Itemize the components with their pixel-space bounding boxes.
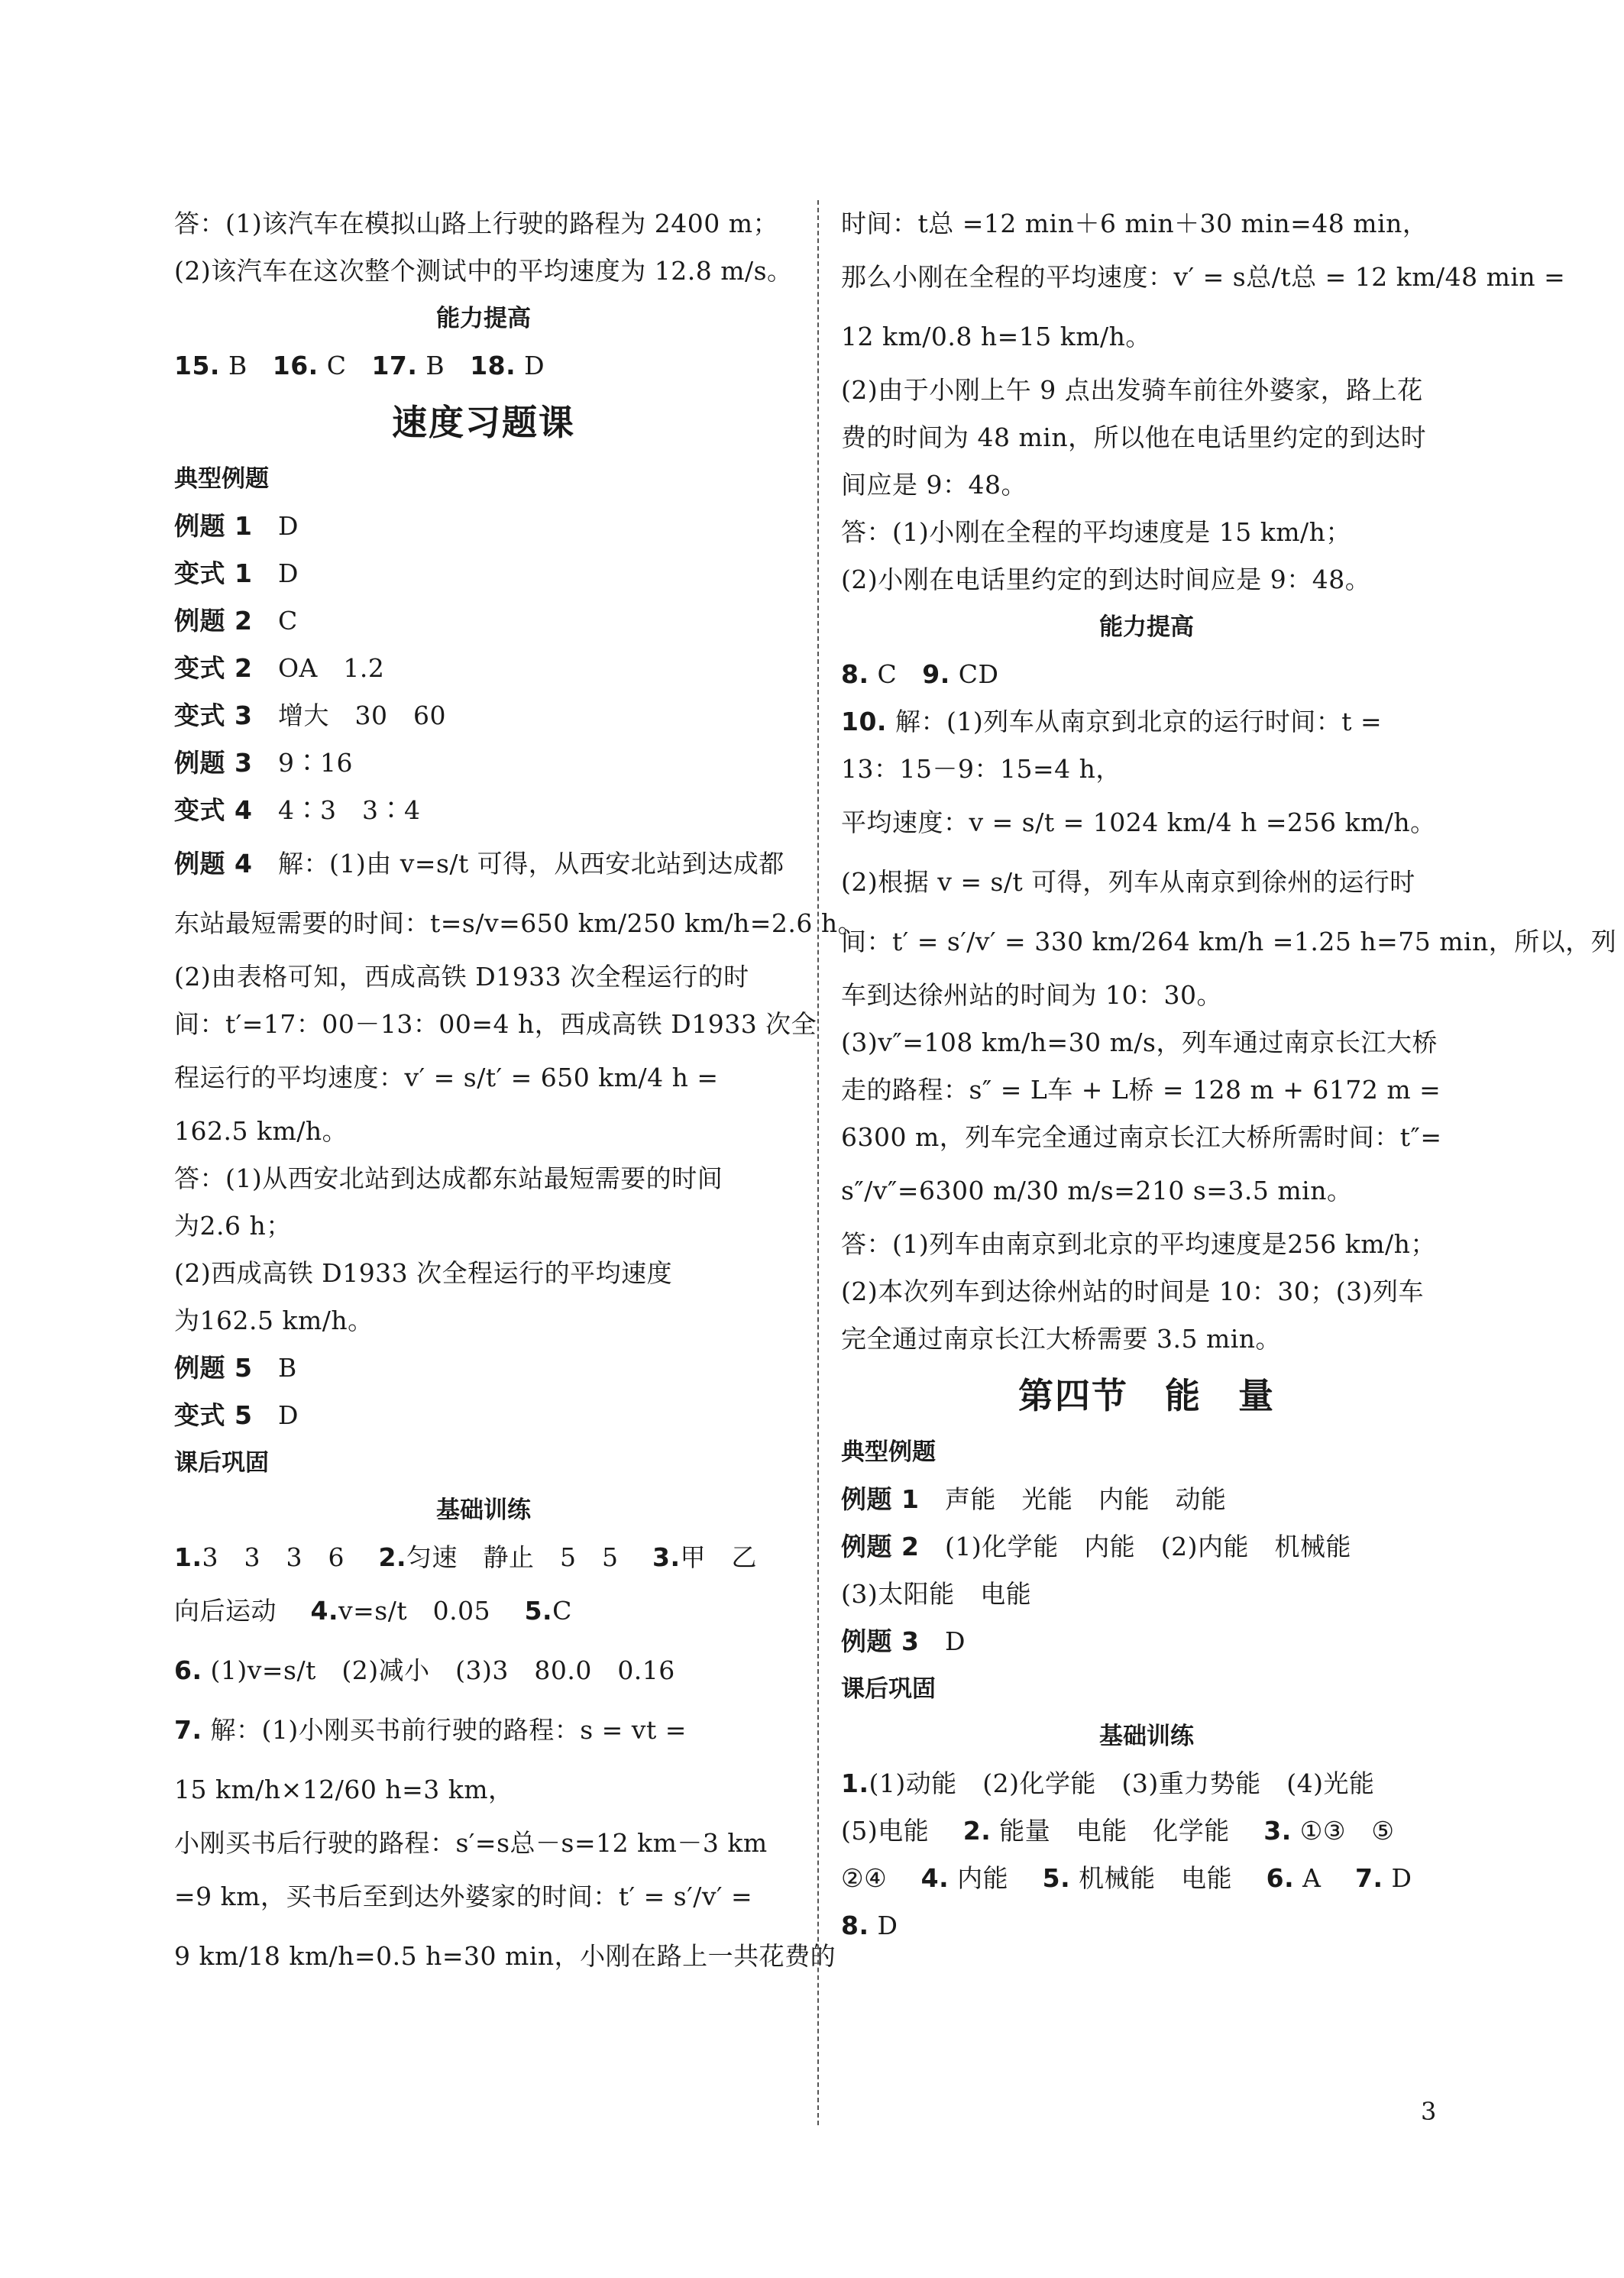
answer-row: 1.(1)动能 (2)化学能 (3)重力势能 (4)光能 bbox=[841, 1768, 1375, 1798]
answer-line: 间应是 9：48。 bbox=[841, 470, 1027, 500]
section-heading: 课后巩固 bbox=[841, 1675, 936, 1703]
answer-line: 6300 m，列车完全通过南京长江大桥所需时间：t″= bbox=[841, 1122, 1442, 1152]
answer-line: 答：(1)该汽车在模拟山路上行驶的路程为 2400 m； bbox=[174, 209, 778, 238]
lesson-title: 第四节 能 量 bbox=[1018, 1375, 1275, 1416]
lesson-title: 速度习题课 bbox=[392, 402, 575, 443]
answer-row: 8. D bbox=[841, 1911, 898, 1940]
page-number: 3 bbox=[1421, 2097, 1437, 2126]
answer-line: 间：t′ = s′/v′ = 330 km/264 km/h =1.25 h=75 min，所以，列 bbox=[841, 927, 1617, 956]
section-heading: 典型例题 bbox=[174, 465, 269, 493]
answer-row: 10. 解：(1)列车从南京到北京的运行时间：t = bbox=[841, 707, 1383, 736]
answer-line: (2)根据 v = s/t 可得，列车从南京到徐州的运行时 bbox=[841, 867, 1415, 897]
answer-line: 完全通过南京长江大桥需要 3.5 min。 bbox=[841, 1324, 1282, 1354]
answer-row: 例题 4 解：(1)由 v=s/t 可得，从西安北站到达成都 bbox=[174, 849, 785, 879]
section-heading: 课后巩固 bbox=[174, 1449, 269, 1477]
section-heading: 基础训练 bbox=[1099, 1723, 1194, 1750]
answer-line: 答：(1)列车由南京到北京的平均速度是256 km/h； bbox=[841, 1229, 1436, 1259]
answer-row: 例题 3 9∶16 bbox=[174, 748, 353, 778]
answer-line: 为2.6 h； bbox=[174, 1211, 292, 1241]
answer-line: 平均速度：v = s/t = 1024 km/4 h =256 km/h。 bbox=[841, 807, 1436, 837]
answer-row: ②④ 4. 内能 5. 机械能 电能 6. A 7. D bbox=[841, 1863, 1412, 1893]
answer-line: (2)小刚在电话里约定的到达时间应是 9：48。 bbox=[841, 565, 1371, 594]
answer-line: 12 km/0.8 h=15 km/h。 bbox=[841, 322, 1151, 351]
section-heading: 基础训练 bbox=[436, 1497, 531, 1524]
left-column bbox=[174, 200, 864, 1986]
answer-row: 例题 5 B bbox=[174, 1353, 297, 1383]
answer-row: 例题 2 (1)化学能 内能 (2)内能 机械能 bbox=[841, 1532, 1351, 1561]
answer-row: 6. (1)v=s/t (2)减小 (3)3 80.0 0.16 bbox=[174, 1655, 675, 1685]
answer-row: 1.3 3 3 6 2.匀速 静止 5 5 3.甲 乙 bbox=[174, 1542, 757, 1572]
answer-row: 变式 2 OA 1.2 bbox=[174, 653, 385, 683]
answer-line: (2)该汽车在这次整个测试中的平均速度为 12.8 m/s。 bbox=[174, 256, 793, 286]
section-heading: 典型例题 bbox=[841, 1438, 936, 1466]
answer-line: 答：(1)小刚在全程的平均速度是 15 km/h； bbox=[841, 517, 1351, 547]
answer-line: (2)西成高铁 D1933 次全程运行的平均速度 bbox=[174, 1258, 673, 1288]
answer-line: 间：t′=17：00－13：00=4 h，西成高铁 D1933 次全 bbox=[174, 1009, 817, 1039]
answer-line: (2)由于小刚上午 9 点出发骑车前往外婆家，路上花 bbox=[841, 375, 1423, 405]
section-heading: 能力提高 bbox=[436, 305, 531, 332]
answer-line: 小刚买书后行驶的路程：s′=s总－s=12 km－3 km bbox=[174, 1828, 768, 1858]
answer-line: 13：15－9：15=4 h， bbox=[841, 754, 1121, 784]
answer-line: 程运行的平均速度：v′ = s/t′ = 650 km/4 h = bbox=[174, 1063, 719, 1092]
answer-line: 15 km/h×12/60 h=3 km， bbox=[174, 1775, 514, 1804]
answer-row: 7. 解：(1)小刚买书前行驶的路程：s = vt = bbox=[174, 1715, 687, 1745]
answer-row: 15. B 16. C 17. B 18. D bbox=[174, 351, 545, 380]
answer-line: 那么小刚在全程的平均速度：v′ = s总/t总 = 12 km/48 min = bbox=[841, 262, 1566, 292]
answer-line: 为162.5 km/h。 bbox=[174, 1306, 374, 1335]
answer-row: 例题 3 D bbox=[841, 1626, 966, 1656]
answer-row: 例题 1 声能 光能 内能 动能 bbox=[841, 1484, 1227, 1514]
answer-row: 例题 2 C bbox=[174, 606, 298, 636]
answer-row: 变式 1 D bbox=[174, 558, 299, 588]
right-column bbox=[841, 200, 1617, 1950]
answer-line: 时间：t总 =12 min＋6 min＋30 min=48 min， bbox=[841, 209, 1428, 238]
answer-row: 向后运动 4.v=s/t 0.05 5.C bbox=[174, 1596, 572, 1626]
answer-row: 例题 1 D bbox=[174, 511, 299, 541]
answer-line: (3)v″=108 km/h=30 m/s，列车通过南京长江大桥 bbox=[841, 1027, 1438, 1057]
column-divider bbox=[817, 200, 819, 2125]
answer-line: 车到达徐州站的时间为 10：30。 bbox=[841, 980, 1222, 1010]
section-heading: 能力提高 bbox=[1099, 613, 1194, 641]
answer-line: 走的路程：s″ = L车 + L桥 = 128 m + 6172 m = bbox=[841, 1075, 1441, 1105]
answer-line: 9 km/18 km/h=0.5 h=30 min，小刚在路上一共花费的 bbox=[174, 1941, 836, 1971]
answer-line: 162.5 km/h。 bbox=[174, 1116, 348, 1146]
answer-line: s″/v″=6300 m/30 m/s=210 s=3.5 min。 bbox=[841, 1176, 1353, 1205]
answer-line: =9 km，买书后至到达外婆家的时间：t′ = s′/v′ = bbox=[174, 1882, 753, 1911]
answer-row: (5)电能 2. 能量 电能 化学能 3. ①③ ⑤ bbox=[841, 1816, 1395, 1846]
answer-row: 8. C 9. CD bbox=[841, 659, 999, 689]
answer-line: 东站最短需要的时间：t=s/v=650 km/250 km/h=2.6 h。 bbox=[174, 908, 864, 938]
answer-row: 变式 3 增大 30 60 bbox=[174, 701, 446, 730]
answer-row: 变式 5 D bbox=[174, 1400, 299, 1430]
answer-line: (3)太阳能 电能 bbox=[841, 1579, 1032, 1609]
answer-row: 变式 4 4∶3 3∶4 bbox=[174, 795, 421, 825]
answer-line: (2)由表格可知，西成高铁 D1933 次全程运行的时 bbox=[174, 962, 749, 992]
answer-line: 答：(1)从西安北站到达成都东站最短需要的时间 bbox=[174, 1163, 723, 1193]
answer-line: (2)本次列车到达徐州站的时间是 10：30；(3)列车 bbox=[841, 1277, 1424, 1306]
answer-line: 费的时间为 48 min，所以他在电话里约定的到达时 bbox=[841, 422, 1427, 452]
